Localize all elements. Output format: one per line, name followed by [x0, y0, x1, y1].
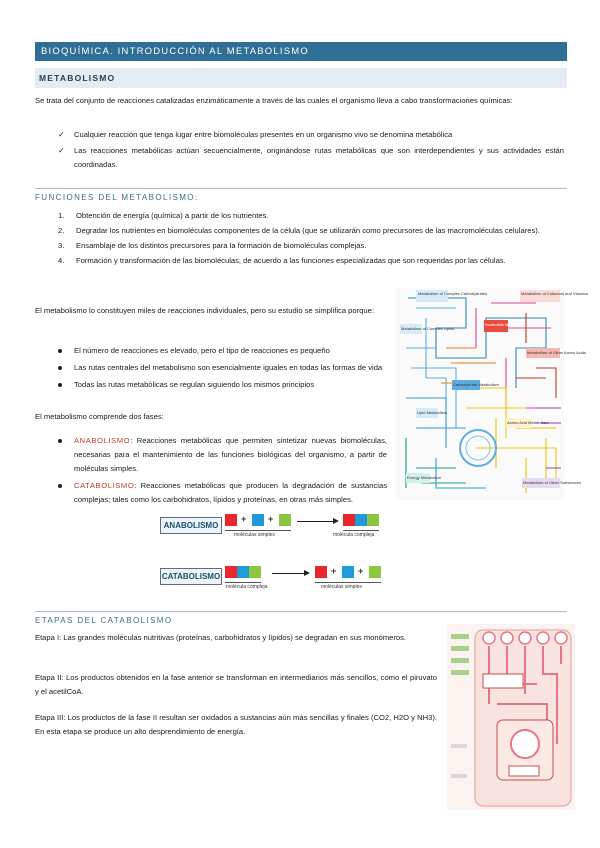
blue-molecule [252, 514, 264, 526]
map-label: Nucleotide Metabolism [485, 322, 526, 327]
section-heading-text: METABOLISMO [39, 73, 116, 83]
list-item [58, 128, 564, 142]
reasons-list [56, 344, 387, 395]
catabolismo-label: CATABOLISMO [160, 568, 222, 585]
metabolic-pathways-map [396, 288, 589, 500]
green-molecule [279, 514, 291, 526]
fases-intro: El metabolismo comprende dos fases: [35, 412, 164, 421]
list-item [56, 378, 387, 392]
list-item [58, 239, 564, 253]
funciones-list [58, 209, 564, 269]
etapa-1: Etapa I: Las grandes moléculas nutritivas (proteínas, carbohidratos y lípidos) se degradan en sus monómeros. [35, 633, 407, 642]
anabolismo-label: ANABOLISMO [160, 517, 222, 534]
underline [225, 530, 291, 531]
bullet-icon [58, 439, 62, 443]
list-item-text: Obtención de energía (química) a partir de los nutrientes. [76, 211, 269, 220]
metabolismo-points [58, 128, 564, 174]
list-number: 2. [58, 226, 65, 235]
metabolismo-intro: Se trata del conjunto de reacciones catalizadas enzimáticamente a través de las cuales el organismo lleva a cabo transformaciones químicas: [35, 96, 513, 105]
arrow-right-icon [272, 573, 308, 574]
page-title-banner [35, 42, 567, 61]
arrow-right-icon [297, 521, 337, 522]
red-molecule [225, 566, 237, 578]
blue-molecule [237, 566, 249, 578]
underline [343, 530, 379, 531]
section-heading-etapas: ETAPAS DEL CATABOLISMO [35, 616, 173, 625]
bullet-icon [58, 484, 62, 488]
simple-molecules-caption: moléculas simples [234, 532, 275, 538]
divider [35, 611, 567, 612]
list-number: 3. [58, 241, 65, 250]
anabolismo-term: ANABOLISMO [74, 436, 131, 445]
list-item-text: Las rutas centrales del metabolismo son esencialmente iguales en todas las formas de vida [74, 363, 383, 372]
complex-molecule-caption: molécula compleja [226, 584, 268, 590]
list-number: 4. [58, 256, 65, 265]
red-molecule [225, 514, 237, 526]
plus-sign: + [331, 566, 337, 576]
list-item [58, 144, 564, 172]
bullet-icon [58, 349, 62, 353]
section-heading-metabolismo [35, 68, 567, 88]
map-label: Energy Metabolism [407, 475, 442, 480]
blue-molecule [342, 566, 354, 578]
fases-list [56, 434, 387, 510]
plus-sign: + [241, 514, 247, 524]
list-item-text: Las reacciones metabólicas actúan secuencialmente, originándose rutas metabólicas que son interdependientes y sus actividades están coordinadas. [74, 146, 564, 169]
red-molecule [343, 514, 355, 526]
list-item [58, 254, 564, 268]
list-item-text: El número de reacciones es elevado, pero el tipo de reacciones es pequeño [74, 346, 330, 355]
list-item-text: Degradar los nutrientes en biomoléculas componentes de la célula (que se utilizarán como precursores de las macromoléculas celulares). [76, 226, 540, 235]
list-item-text: Cualquier reacción que tenga lugar entre biomoléculas presentes en un organismo vivo se denomina metabólica [74, 130, 453, 139]
bullet-icon [58, 366, 62, 370]
list-item [56, 344, 387, 358]
green-molecule [369, 566, 381, 578]
simplifica-text: El metabolismo lo constituyen miles de reacciones individuales, pero su estudio se simplifica porque: [35, 306, 374, 315]
list-item [58, 209, 564, 223]
checkmark-icon: ✓ [58, 130, 65, 139]
underline [225, 582, 261, 583]
bullet-icon [58, 383, 62, 387]
map-label: Lipid Metabolism [417, 410, 448, 415]
anabolismo-definition: : Reacciones metabólicas que permiten sintetizar nuevas biomoléculas, necesarias para el mantenimiento de las funciones biológicas del organismo, a partir de moléculas simples. [74, 436, 387, 473]
map-label: Metabolism of Other Amino Acids [527, 350, 586, 355]
list-item [56, 479, 387, 507]
list-item-text: Formación y transformación de las biomoléculas, de acuerdo a las funciones especializadas que son requeridas por las células. [76, 256, 506, 265]
catabolismo-term: CATABOLISMO [74, 481, 135, 490]
map-label: Metabolism of Complex Lipids [401, 326, 455, 331]
complex-molecule-caption: molécula compleja [333, 532, 375, 538]
etapa-2: Etapa II: Los productos obtenidos en la fase anterior se transforman en intermediarios más sencillos, como el piruvato y el acetilCoA. [35, 673, 437, 696]
catabolism-stages-figure [447, 624, 575, 810]
checkmark-icon: ✓ [58, 146, 65, 155]
map-label: Metabolism of Cofactors and Vitamins [521, 291, 589, 296]
list-item-text: Ensamblaje de los distintos precursores para la formación de biomoléculas complejas. [76, 241, 367, 250]
simple-molecules-caption: moléculas simples [321, 584, 362, 590]
catabolismo-definition: : Reacciones metabólicas que producen la degradación de sustancias complejas; tales como los carbohidratos, lípidos y proteínas, en otras más simples. [74, 481, 387, 504]
plus-sign: + [358, 566, 364, 576]
green-molecule [249, 566, 261, 578]
underline [315, 582, 381, 583]
etapa-3: Etapa III: Los productos de la fase II resultan ser oxidados a sustancias aún más sencillas y finales (CO2, H2O y NH3). En esta etapa se produce un alto desprendimiento de energía. [35, 713, 437, 736]
list-item [56, 434, 387, 476]
blue-molecule [355, 514, 367, 526]
list-number: 1. [58, 211, 65, 220]
red-molecule [315, 566, 327, 578]
page-title: BIOQUÍMICA. INTRODUCCIÓN AL METABOLISMO [41, 46, 309, 57]
plus-sign: + [268, 514, 274, 524]
map-label: Metabolism of Complex Carbohydrates [418, 291, 488, 296]
section-heading-funciones: FUNCIONES DEL METABOLISMO: [35, 193, 199, 202]
map-label: Carbohydrate Metabolism [453, 382, 499, 387]
list-item [58, 224, 564, 238]
map-label: Metabolism of Other Substances [523, 480, 582, 485]
divider [35, 188, 567, 189]
map-label: Amino Acid Metabolism [507, 420, 549, 425]
green-molecule [367, 514, 379, 526]
list-item [56, 361, 387, 375]
list-item-text: Todas las rutas metabólicas se regulan siguiendo los mismos principios [74, 380, 315, 389]
